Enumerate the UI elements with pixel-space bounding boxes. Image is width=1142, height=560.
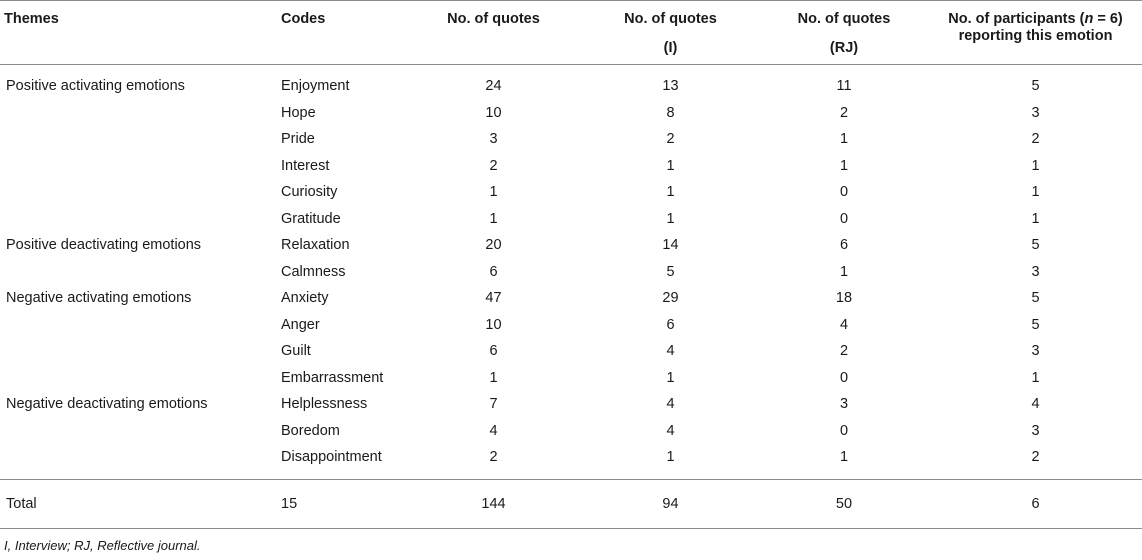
- cell-quotes-journal: 1: [839, 131, 849, 147]
- cell-participants: 5: [1031, 290, 1040, 306]
- cell-quotes: 2: [489, 157, 498, 174]
- header-codes: Codes: [275, 1, 405, 65]
- table-row: [0, 391, 1142, 418]
- header-quotes-rj-label: No. of quotes: [797, 11, 891, 27]
- cell-theme: [0, 444, 275, 479]
- table-header: [0, 1, 1142, 65]
- cell-theme: [0, 179, 275, 206]
- cell-quotes-interview: 8: [666, 104, 675, 121]
- cell-quotes-journal: 0: [839, 369, 849, 386]
- cell-quotes-journal: 0: [839, 184, 849, 200]
- total-participants: 6: [929, 479, 1142, 528]
- cell-code: Curiosity: [281, 184, 338, 200]
- cell-code: Relaxation: [281, 237, 350, 253]
- header-participants-post: = 6): [1093, 11, 1123, 27]
- cell-quotes: 24: [485, 78, 502, 94]
- header-themes: Themes: [0, 1, 275, 65]
- table-row: [0, 444, 1142, 479]
- header-quotes-journal: [759, 1, 929, 65]
- cell-code: Gratitude: [281, 210, 341, 227]
- cell-theme: Negative deactivating emotions: [6, 396, 208, 412]
- header-participants-pre: No. of participants (: [948, 11, 1085, 27]
- cell-participants: 1: [1031, 210, 1040, 227]
- header-participants: [929, 1, 1142, 65]
- cell-theme: Negative activating emotions: [6, 290, 192, 306]
- cell-quotes: 47: [485, 290, 502, 306]
- cell-quotes-journal: 6: [839, 237, 849, 253]
- header-participants-line2: reporting this emotion: [958, 28, 1113, 44]
- cell-participants: 1: [1031, 157, 1040, 174]
- cell-quotes-journal: 1: [839, 157, 849, 174]
- cell-quotes-interview: 4: [666, 396, 675, 412]
- cell-quotes-interview: 1: [666, 184, 675, 200]
- cell-theme: [0, 418, 275, 445]
- cell-quotes: 20: [485, 237, 502, 253]
- cell-quotes-interview: 1: [666, 369, 675, 386]
- cell-participants: 5: [1031, 316, 1040, 333]
- cell-quotes-interview: 1: [666, 449, 675, 465]
- table-row: [0, 338, 1142, 365]
- cell-code: Anger: [281, 316, 320, 333]
- header-quotes-i-sub: (I): [663, 40, 678, 56]
- cell-quotes-interview: 13: [662, 78, 679, 94]
- table-row: [0, 418, 1142, 445]
- cell-participants: 1: [1031, 184, 1040, 200]
- cell-code: Hope: [281, 104, 316, 121]
- cell-code: Interest: [281, 157, 330, 174]
- cell-participants: 2: [1031, 449, 1040, 465]
- total-quotes: 144: [405, 479, 582, 528]
- table-row: [0, 179, 1142, 206]
- cell-participants: 5: [1031, 237, 1040, 253]
- table-row: [0, 153, 1142, 180]
- cell-quotes-journal: 3: [839, 396, 849, 412]
- cell-quotes-journal: 1: [839, 263, 849, 280]
- cell-quotes-interview: 5: [666, 263, 675, 280]
- total-label: Total: [0, 479, 275, 528]
- cell-quotes: 4: [489, 422, 498, 439]
- cell-quotes: 7: [489, 396, 498, 412]
- cell-quotes-journal: 0: [839, 210, 849, 227]
- table-row: [0, 312, 1142, 339]
- total-codes: 15: [275, 479, 405, 528]
- cell-code: Pride: [281, 131, 315, 147]
- cell-theme: [0, 259, 275, 286]
- cell-participants: 3: [1031, 263, 1040, 280]
- cell-code: Enjoyment: [281, 78, 350, 94]
- cell-theme: [0, 153, 275, 180]
- cell-participants: 2: [1031, 131, 1040, 147]
- total-row: [0, 479, 1142, 528]
- cell-quotes-journal: 11: [836, 78, 852, 94]
- table-footnote: I, Interview; RJ, Reflective journal.: [4, 537, 201, 553]
- header-quotes-rj-sub: (RJ): [829, 40, 859, 56]
- cell-quotes: 1: [489, 369, 498, 386]
- header-quotes-i-label: No. of quotes: [624, 11, 717, 27]
- cell-quotes-journal: 4: [839, 316, 849, 333]
- cell-quotes: 3: [489, 131, 498, 147]
- cell-quotes-interview: 29: [662, 290, 679, 306]
- table-row: [0, 365, 1142, 392]
- table-row: [0, 232, 1142, 259]
- cell-quotes: 10: [485, 104, 502, 121]
- cell-participants: 5: [1031, 78, 1040, 94]
- table-total: [0, 479, 1142, 528]
- cell-quotes: 1: [489, 210, 498, 227]
- header-quotes: [405, 1, 582, 65]
- table-row: [0, 285, 1142, 312]
- cell-theme: [0, 206, 275, 233]
- header-participants-n: n: [1084, 11, 1094, 27]
- cell-participants: 1: [1031, 369, 1040, 386]
- cell-theme: [0, 365, 275, 392]
- cell-quotes: 10: [485, 316, 502, 333]
- cell-quotes-interview: 1: [666, 157, 675, 174]
- total-quotes-interview: 94: [582, 479, 759, 528]
- cell-theme: Positive activating emotions: [6, 78, 185, 94]
- cell-code: Boredom: [281, 422, 340, 439]
- table-row: [0, 100, 1142, 127]
- cell-theme: [0, 126, 275, 153]
- cell-quotes-interview: 6: [666, 316, 675, 333]
- table-row: [0, 259, 1142, 286]
- cell-quotes: 6: [489, 343, 498, 359]
- cell-quotes: 2: [489, 449, 498, 465]
- cell-code: Embarrassment: [281, 369, 384, 386]
- cell-participants: 3: [1031, 104, 1040, 121]
- cell-participants: 3: [1031, 343, 1040, 359]
- cell-quotes-interview: 4: [666, 422, 675, 439]
- cell-code: Anxiety: [281, 290, 329, 306]
- cell-quotes-interview: 1: [666, 210, 675, 227]
- cell-quotes: 1: [489, 184, 498, 200]
- cell-quotes-interview: 4: [666, 343, 675, 359]
- cell-theme: [0, 100, 275, 127]
- total-quotes-journal: 50: [759, 479, 929, 528]
- cell-quotes-interview: 2: [666, 131, 675, 147]
- table-body: [0, 65, 1142, 480]
- cell-theme: [0, 338, 275, 365]
- cell-quotes: 6: [489, 263, 498, 280]
- cell-code: Calmness: [281, 263, 346, 280]
- cell-code: Disappointment: [281, 449, 382, 465]
- table-row: [0, 65, 1142, 100]
- table-row: [0, 206, 1142, 233]
- cell-quotes-journal: 0: [839, 422, 849, 439]
- cell-theme: [0, 312, 275, 339]
- cell-quotes-journal: 1: [839, 449, 849, 465]
- cell-participants: 3: [1031, 422, 1040, 439]
- cell-quotes-journal: 2: [839, 104, 849, 121]
- cell-quotes-interview: 14: [662, 237, 679, 253]
- cell-code: Helplessness: [281, 396, 368, 412]
- cell-code: Guilt: [281, 343, 311, 359]
- cell-participants: 4: [1031, 396, 1040, 412]
- header-quotes-interview: [582, 1, 759, 65]
- cell-quotes-journal: 18: [835, 290, 853, 306]
- header-row: [0, 1, 1142, 65]
- cell-theme: Positive deactivating emotions: [6, 237, 202, 253]
- cell-quotes-journal: 2: [839, 343, 849, 359]
- header-quotes-label: No. of quotes: [447, 11, 540, 27]
- table-row: [0, 126, 1142, 153]
